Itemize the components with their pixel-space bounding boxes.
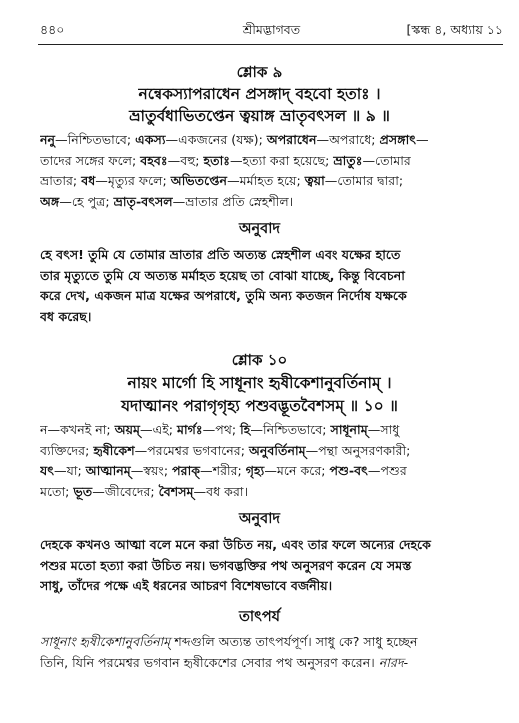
translation-line: হে বৎস! তুমি যে তোমার ভ্রাতার প্রতি অত্যন্ত স্নেহশীল এবং যক্ষের হাতে [40,247,401,262]
purport-label: তাৎপর্য [238,609,281,625]
italic-term: সাধূনাং হৃষীকেশানুবর্তিনাম্ [40,634,171,649]
purport-line [40,653,503,674]
purport-line [40,632,503,653]
sanskrit-term: মার্গঃ [177,422,203,437]
meaning-text: —অপরাধে; [316,132,380,147]
italic-term: নারদ- [378,654,409,670]
sanskrit-term: গৃহ্য [245,463,265,479]
synonym-line [40,171,503,192]
synonym-line [40,461,503,482]
meaning-text: —শরীর; [200,463,246,479]
meaning-text: —বধ করা। [193,483,249,499]
sanskrit-term: অঙ্গ [40,193,60,209]
meaning-text: —একজনের (যক্ষ); [165,132,267,147]
sanskrit-term: ভ্রাতৃ-বৎসল [113,193,173,209]
meaning-text: —পরমেশ্বর ভগবানের; [134,442,249,458]
sanskrit-term: যৎ [40,463,54,479]
translation-line: দেহকে কখনও আত্মা বলে মনে করা উচিত নয়, এবং তার ফলে অন্যের দেহকে [40,537,431,552]
verse-9-translation-label: অনুবাদ [238,221,281,237]
synonym-line [40,420,503,441]
meaning-text: —জীবেদের; [92,483,159,499]
sanskrit-term: অপরাধেন [266,132,317,147]
meaning-text: ন—কখনই না; [40,422,115,437]
meaning-text: — [415,132,429,147]
synonym-line [40,151,503,172]
meaning-text: —পন্থা অনুসরণকারী; [305,442,411,458]
synonym-line [40,130,503,151]
meaning-text: —তোমার [362,152,411,168]
sanskrit-term: বৈশসম্ [158,483,194,499]
meaning-text: —স্বয়ং; [130,463,173,479]
meaning-text: —নিশ্চিতভাবে; [55,132,136,147]
translation-line: পশুর মতো হত্যা করা উচিত নয়। ভগবদ্ভক্তির পথ অনুসরণ করেন যে সমস্ত [40,557,412,573]
meaning-text: তাদের সঙ্গের ফলে; [40,152,141,168]
meaning-text: —যা; [54,463,86,479]
sanskrit-term: বহবঃ [140,152,168,168]
verse-9-synonyms [40,130,503,212]
meaning-text: —নিশ্চিতভাবে; [250,422,331,437]
meaning-text: —হে পুত্র; [59,193,114,209]
translation-line: তার মৃত্যুতে তুমি যে অত্যন্ত মর্মাহত হয়েছ তা বোঝা যাচ্ছে, কিন্তু বিবেচনা [40,267,405,283]
meaning-text: —পথ; [202,422,241,437]
verse-10-label: শ্লোক ১০ [231,351,288,369]
verse-10-synonyms [40,420,503,502]
sanskrit-term: ননু [40,132,56,147]
meaning-text: শব্দগুলি অত্যন্ত তাৎপর্যপূর্ণ। সাধু কে? সাধু হচ্ছেন [170,634,418,649]
verse-9-line-2: ভ্রাতুর্বধাভিতপ্তেন ত্বয়াঙ্গ ভ্রাতৃবৎসল ॥ ৯ ॥ [129,107,390,125]
sanskrit-term: হি [240,422,251,437]
meaning-text: —সাধু [367,422,400,437]
meaning-text: ব্যক্তিদের; [40,442,94,458]
book-title: শ্রীমদ্ভাগবত [242,22,301,37]
sanskrit-term: পশু-বৎ [329,463,368,479]
sanskrit-term: ভ্রাতুঃ [333,152,363,168]
translation-line: সাধু, তাঁদের পক্ষে এই ধরনের আচরণ বিশেষভাবে বর্জনীয়। [40,578,333,594]
sanskrit-term: ভূত [73,483,93,499]
sanskrit-term: পরাক্ [172,463,201,479]
meaning-text: —মনে করে; [264,463,330,479]
verse-9-line-1: নন্বেকস্যাপরাধেন প্রসঙ্গাদ্ বহবো হতাঃ । [138,85,381,103]
sanskrit-term: আত্মানম্ [85,463,131,479]
sanskrit-term: প্রসঙ্গাৎ [379,132,416,147]
synonym-line [40,482,503,503]
verse-10-translation [40,535,503,597]
meaning-text: মতো; [40,483,74,499]
meaning-text: —ভ্রাতার প্রতি স্নেহশীল। [172,193,294,209]
verse-9-label: শ্লোক ৯ [236,63,283,81]
verse-10-line-1: নায়ং মার্গো হি সাধূনাং হৃষীকেশানুবর্তিনাম্ । [127,374,392,392]
section-reference: [স্কন্ধ ৪, অধ্যায় ১১ [406,22,503,37]
synonym-line [40,441,503,462]
meaning-text: —মর্মাহত হয়ে; [227,173,305,189]
sanskrit-term: অনুবর্তিনাম্ [248,442,306,458]
meaning-text: তিনি, যিনি পরমেশ্বর ভগবান হৃষীকেশের সেবার পথ অনুসরণ করেন। [40,654,379,670]
meaning-text: —বহু; [167,152,204,168]
verse-10-translation-label: অনুবাদ [238,511,281,527]
sanskrit-term: হতাঃ [203,152,230,168]
sanskrit-term: বধ [81,173,96,189]
sanskrit-term: ত্বয়া [304,173,325,189]
running-header [40,22,503,42]
sanskrit-term: অভিতপ্তেন [170,173,228,189]
meaning-text: —এই; [140,422,177,437]
meaning-text: —তোমার দ্বারা; [324,173,404,189]
page-number: ৪৪০ [40,22,65,37]
header-rule [38,44,503,45]
sanskrit-term: অয়ম্ [114,422,141,437]
meaning-text: ভ্রাতার; [40,173,82,189]
sanskrit-term: হৃষীকেশ [93,442,135,458]
meaning-text: —মৃত্যুর ফলে; [95,173,171,189]
verse-10-line-2: যদাত্মানং পরাগৃগৃহ্য পশুবদ্ভূতবৈশসম্ ॥ ১০ ॥ [121,397,398,415]
sanskrit-term: সাধূনাম্ [330,422,368,437]
verse-9-translation [40,245,503,327]
sanskrit-term: একস্য [135,132,166,147]
purport-text [40,632,503,673]
meaning-text: —হত্যা করা হয়েছে; [229,152,334,168]
translation-line: করে দেখ, একজন মাত্র যক্ষের অপরাধে, তুমি অন্য কতজন নির্দোষ যক্ষকে [40,288,407,304]
translation-line: বধ করেছ। [40,308,92,324]
meaning-text: —পশুর [367,463,407,479]
synonym-line [40,192,503,213]
